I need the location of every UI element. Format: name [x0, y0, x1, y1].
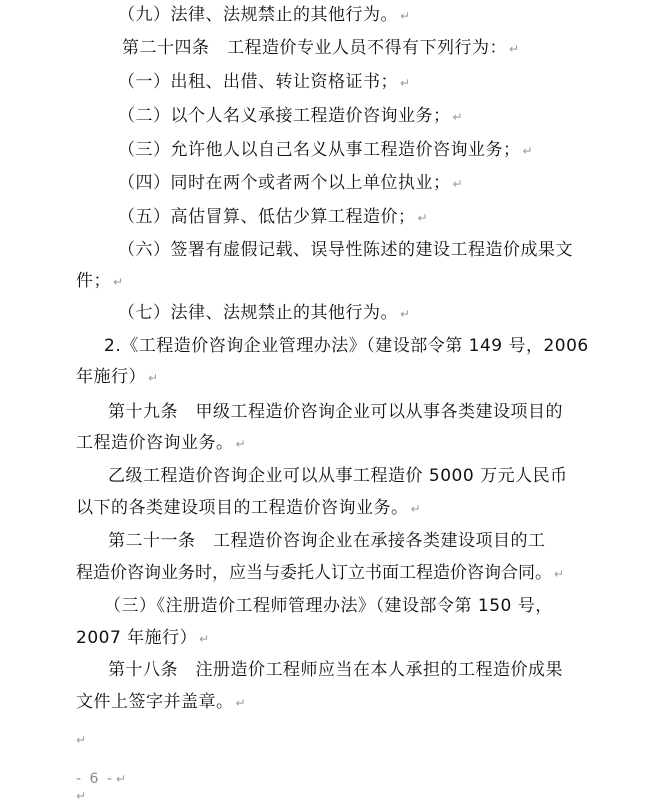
article-heading: 第二十一条 工程造价咨询企业在承接各类建设项目的工 [108, 531, 546, 551]
text-line: （四）同时在两个或者两个以上单位执业； ↵ [118, 173, 464, 193]
text-line: 程造价咨询业务时，应当与委托人订立书面工程造价咨询合同。 ↵ [76, 563, 565, 583]
text-line: 以下的各类建设项目的工程造价咨询业务。 ↵ [76, 498, 422, 518]
text-line: 文件上签字并盖章。 ↵ [76, 692, 247, 712]
text-line: 2007 年施行） ↵ [76, 628, 210, 648]
text-line: （六）签署有虚假记载、误导性陈述的建设工程造价成果文 [118, 240, 573, 260]
empty-paragraph: ↵ [76, 789, 87, 803]
empty-paragraph: ↵ [76, 733, 87, 747]
text-line: （三）允许他人以自己名义从事工程造价咨询业务； ↵ [118, 140, 534, 160]
text-line: 乙级工程造价咨询企业可以从事工程造价 5000 万元人民币 [108, 466, 568, 486]
article-heading: 第十九条 甲级工程造价咨询企业可以从事各类建设项目的 [108, 402, 563, 422]
text-line: 工程造价咨询业务。 ↵ [76, 433, 247, 453]
article-heading: 第二十四条 工程造价专业人员不得有下列行为： ↵ [122, 38, 520, 58]
section-heading: （三）《注册造价工程师管理办法》（建设部令第 150 号， [104, 596, 553, 616]
text-line: 件； ↵ [76, 271, 124, 291]
text-line: （二）以个人名义承接工程造价咨询业务； ↵ [118, 106, 464, 126]
text-line: （一）出租、出借、转让资格证书； ↵ [118, 72, 411, 92]
text-line: （五）高估冒算、低估少算工程造价； ↵ [118, 207, 429, 227]
article-heading: 第十八条 注册造价工程师应当在本人承担的工程造价成果 [108, 660, 563, 680]
text-line: （七）法律、法规禁止的其他行为。 ↵ [118, 303, 411, 323]
page-number-footer: - 6 - ↵ [76, 771, 128, 787]
section-heading: 2.《工程造价咨询企业管理办法》（建设部令第 149 号，2006 [104, 336, 589, 356]
text-line: （九）法律、法规禁止的其他行为。 ↵ [118, 5, 411, 25]
text-line: 年施行） ↵ [76, 367, 159, 387]
